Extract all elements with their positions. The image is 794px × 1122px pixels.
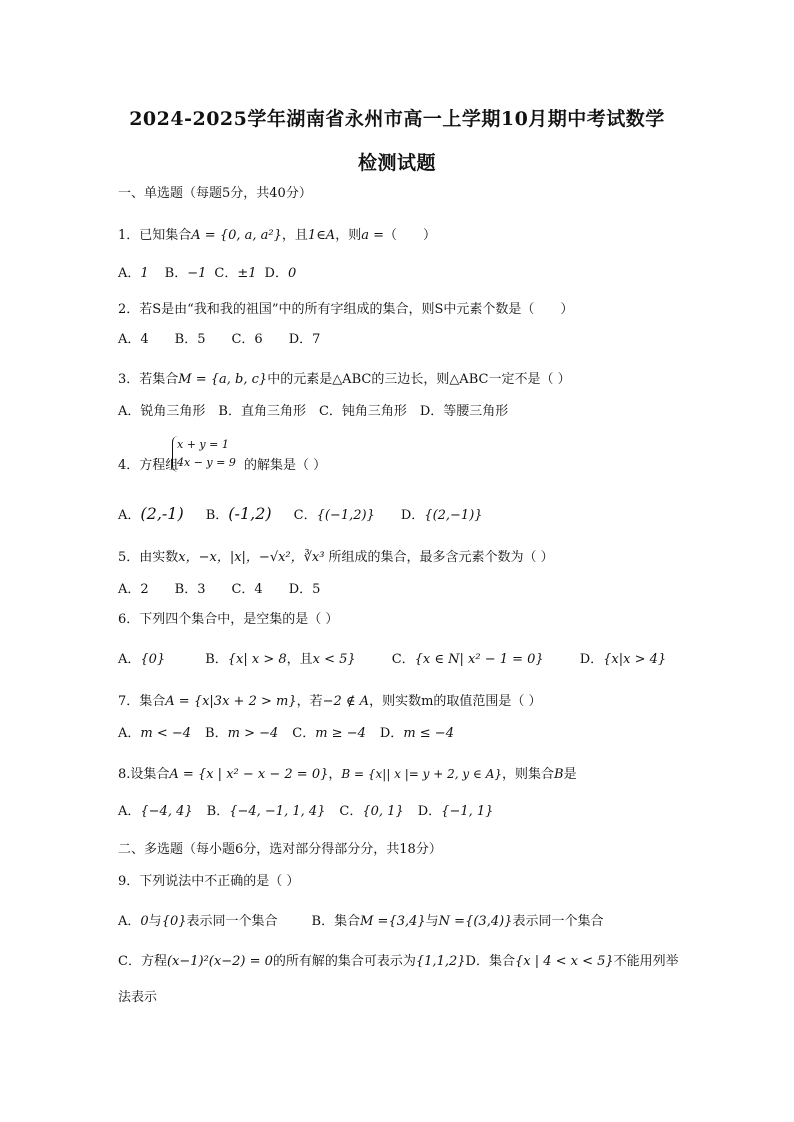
q7-options: A．m < −4 B．m > −4 C．m ≥ −4 D．m ≤ −4 xyxy=(118,726,454,741)
section-multiple-choice: 二、多选题（每小题6分，选对部分得部分分，共18分） xyxy=(118,842,442,857)
doc-title-line1: 2024-2025学年湖南省永州市高一上学期10月期中考试数学 xyxy=(129,108,665,130)
q6-options: A．{0} B．{x| x > 8，且x < 5} C．{x ∈ N| x² − 1 = 0} D．{x|x > 4} xyxy=(118,652,667,667)
q8-options: A．{−4, 4} B．{−4, −1, 1, 4} C．{0, 1} D．{−1, 1} xyxy=(118,804,494,819)
question-6: 6．下列四个集合中，是空集的是（ ） xyxy=(118,612,339,627)
q1-options: A．1 B．−1 C．±1 D．0 xyxy=(118,266,297,281)
section-single-choice: 一、单选题（每题5分，共40分） xyxy=(118,186,312,201)
question-8: 8.设集合A = {x | x² − x − 2 = 0}，B = {x|| x |= y + 2, y ∈ A}，则集合B是 xyxy=(118,767,577,782)
question-7: 7．集合A = {x|3x + 2 > m}，若−2 ∉ A，则实数m的取值范围是（ ） xyxy=(118,694,542,709)
question-1: 1．已知集合A = {0, a, a²}，且1∈A，则a =（ ） xyxy=(118,228,437,243)
q4-options: A．(2,-1) B．(-1,2) C．{(−1,2)} D．{(2,−1)} xyxy=(118,504,483,523)
q9-option-d-continued: 法表示 xyxy=(118,990,158,1005)
q5-options: A．2 B．3 C．4 D．5 xyxy=(118,582,321,597)
q9-options-ab: A．0与{0}表示同一个集合 B．集合M ={3,4}与N ={(3,4)}表示同一个集合 xyxy=(118,914,604,929)
question-2: 2．若S是由“我和我的祖国”中的所有字组成的集合，则S中元素个数是（ ） xyxy=(118,302,574,317)
doc-title-line2: 检测试题 xyxy=(357,152,436,174)
q1-set-a: A = {0, a, a²} xyxy=(191,228,282,243)
q9-options-cd: C．方程(x−1)²(x−2) = 0的所有解的集合可表示为{1,1,2}D．集合{x | 4 < x < 5}不能用列举 xyxy=(118,954,679,969)
q2-options: A．4 B．5 C．6 D．7 xyxy=(118,332,321,347)
question-3: 3．若集合M = {a, b, c}中的元素是△ABC的三边长，则△ABC一定不是（ ） xyxy=(118,372,571,387)
question-5: 5．由实数x，−x，|x|，−√x²，∛x³ 所组成的集合，最多含元素个数为（ ） xyxy=(118,550,554,565)
document-page: 2024-2025学年湖南省永州市高一上学期10月期中考试数学 检测试题 一、单选题（每题5分，共40分） 1．已知集合A = {0, a, a²}，且1∈A，则a =（ ） A．1 B．−1 C．±1 D．0 2．若S是由“我和我的祖国”中的所有字组成的集合，则S中元素个数是（ ） A．4 B．5 C．6 D．7 3．若集合M = {a, b, c}中的元素是△ABC的三边长，则△ABC一定不是（ ） A．锐角三角形 B．直角三角形 C．钝角三角形 D．等腰三角形 4．方程组 x + y = 1 4x − y = 9 的解集是（ ） A．(2,-1) B．(-1,2) C．{(−1,2)} D．{(2,−1)} 5．由实数x，−x，|x|，−√x²，∛x³ 所组成的集合，最多含元素个数为（ ） A．2 B．3 C．4 D．5 6．下列四个集合中，是空集的是（ ） A．{0} B．{x| x > 8，且x < 5} C．{x ∈ N| x² − 1 = 0} D．{x|x > 4} 7．集合A = {x|3x + 2 > m}，若−2 ∉ A，则实数m的取值范围是（ ） A．m < −4 B．m > −4 C．m ≥ −4 D．m ≤ −4 8.设集合A = {x | x² − x − 2 = 0}，B = {x|| x |= y + 2, y ∈ A}，则集合B是 A．{−4, 4} B．{−4, −1, 1, 4} C．{0, 1} D．{−1, 1} 二、多选题（每小题6分，选对部分得部分分，共18分） 9．下列说法中不正确的是（ ） A．0与{0}表示同一个集合 B．集合M ={3,4}与N ={(3,4)}表示同一个集合 C．方程(x−1)²(x−2) = 0的所有解的集合可表示为{1,1,2}D．集合{x | 4 < x < 5}不能用列举 法表示 xyxy=(0,0,794,1122)
q3-options: A．锐角三角形 B．直角三角形 C．钝角三角形 D．等腰三角形 xyxy=(118,404,509,419)
question-9: 9．下列说法中不正确的是（ ） xyxy=(118,874,300,889)
equation-system: x + y = 1 4x − y = 9 xyxy=(172,436,236,472)
